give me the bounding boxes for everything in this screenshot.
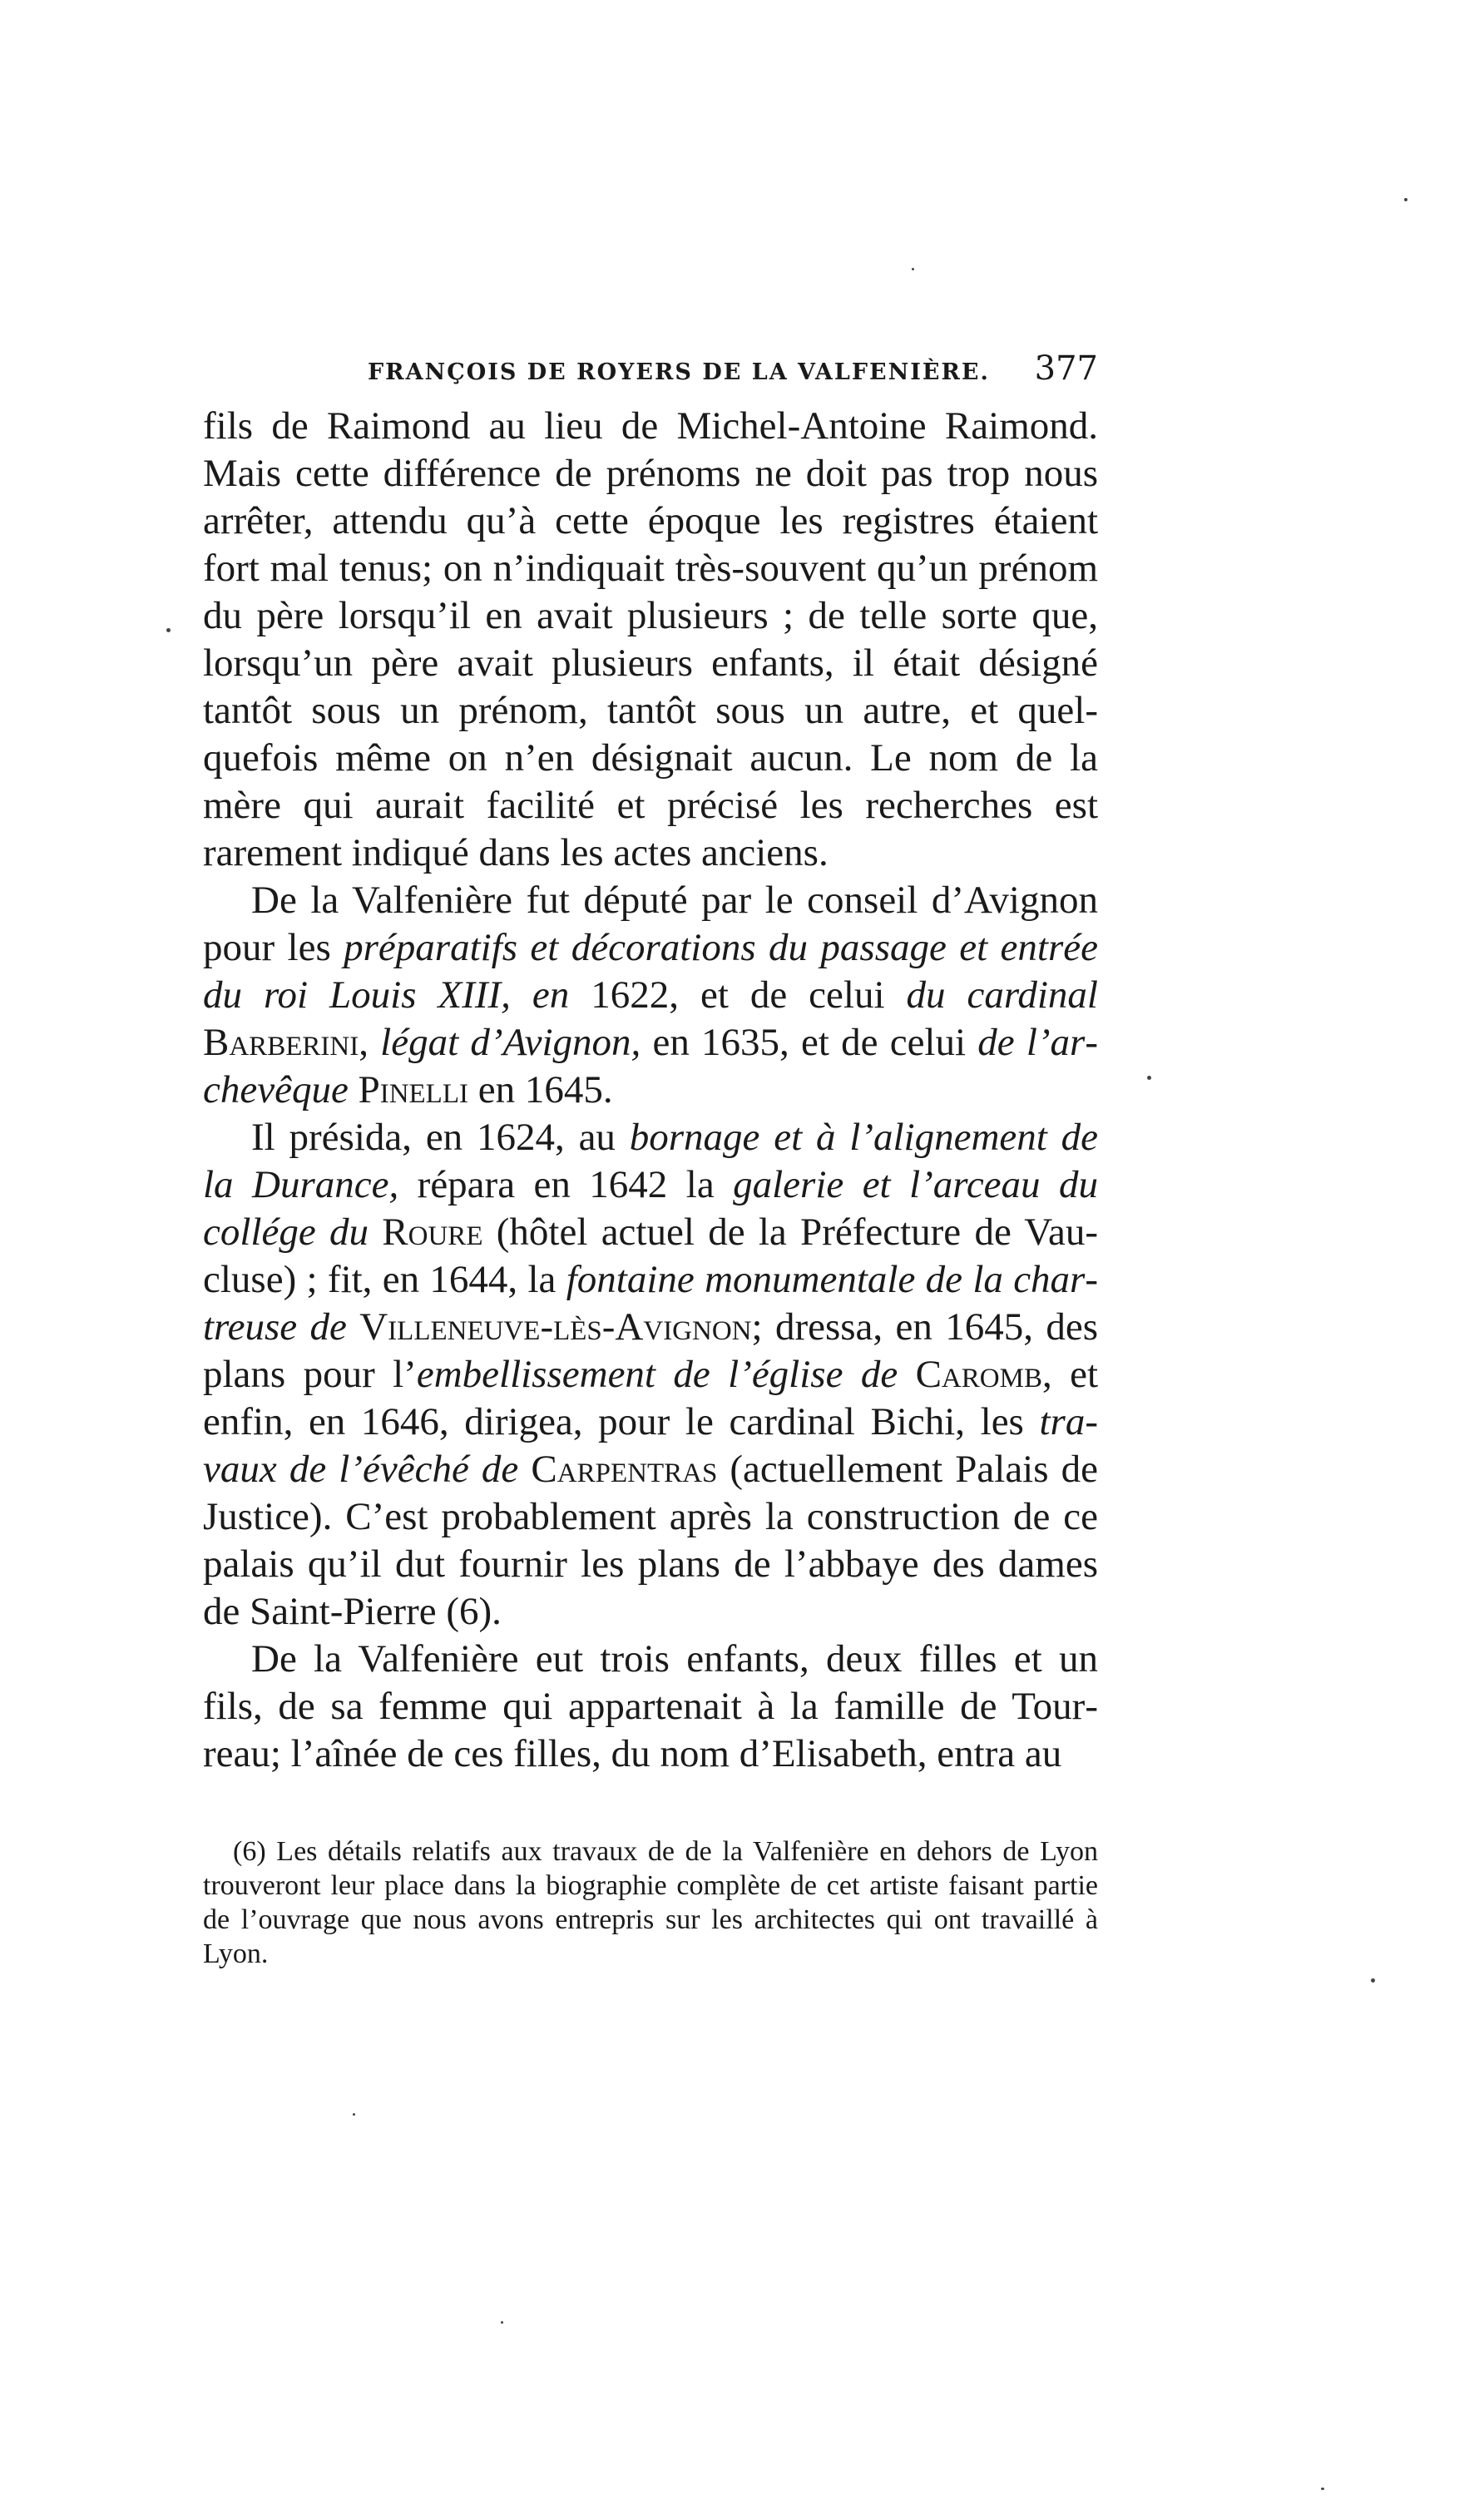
scan-speck bbox=[912, 268, 914, 270]
main-text bbox=[203, 403, 1098, 1778]
text-run: répara en 1642 la bbox=[398, 1163, 734, 1206]
scan-speck bbox=[501, 2321, 503, 2324]
text-run: Il présida, en 1624, au bbox=[251, 1116, 630, 1159]
text-run: , bbox=[359, 1021, 381, 1064]
text-run: De la Valfenière fut député par le conseil d’Avignon pour les bbox=[203, 879, 1098, 969]
italic-text: embellissement de l’église de bbox=[416, 1353, 898, 1396]
body-paragraph bbox=[203, 403, 1098, 877]
italic-text: bornage et à l’alignement de la Durance, bbox=[203, 1116, 1098, 1206]
italic-text: préparatifs et décorations du passage et entrée du roi Louis XIII, en bbox=[203, 926, 1098, 1017]
italic-text: du cardinal bbox=[906, 973, 1098, 1017]
running-title: FRANÇOIS DE ROYERS DE LA VALFENIÈRE. bbox=[368, 359, 990, 385]
text-run: ; dressa, en 1645, des plans pour l’ bbox=[203, 1305, 1099, 1396]
text-run: fils de Raimond au lieu de Michel-Antoine Raimond. Mais cette différence de prénoms ne doit pas trop nous arrêter, attendu qu’à cette époque les registres étaient fort mal tenus; on n’indiquait très-souvent qu’un prénom du père lorsqu’il en avait plusieurs ; de telle sorte que, lorsqu’un père avait plusieurs enfants, il était désigné tantôt sous un prénom, tantôt sous un autre, et quelquefois même on n’en désignait aucun. Le nom de la mère qui aurait facilité et précisé les recherches est rarement indiqué dans les actes anciens. bbox=[203, 404, 1098, 874]
italic-text: de l’archevêque bbox=[203, 1021, 1098, 1111]
italic-text: légat d’Avignon, bbox=[380, 1021, 641, 1064]
running-header bbox=[203, 348, 1098, 398]
scan-speck bbox=[1321, 2488, 1324, 2490]
italic-text: galerie et l’arceau du collége du bbox=[203, 1163, 1098, 1254]
page-number: 377 bbox=[1034, 349, 1098, 388]
text-run: (hôtel actuel de la Préfecture de Vaucluse) ; fit, en 1644, la bbox=[203, 1210, 1099, 1301]
body-paragraph bbox=[203, 877, 1098, 1114]
scan-speck bbox=[1371, 1978, 1375, 1983]
text-run: (actuellement Palais de Justice). C’est probablement après la construction de ce palais qu’il dut fournir les plans de l’abbaye des dames de Saint-Pierre (6). bbox=[203, 1448, 1098, 1633]
small-caps-name: Villeneuve-lès-Avignon bbox=[359, 1305, 752, 1349]
text-run bbox=[349, 1068, 359, 1111]
scan-speck bbox=[353, 2113, 355, 2116]
small-caps-name: Roure bbox=[382, 1210, 483, 1254]
text-run: 1622, et de celui bbox=[569, 973, 907, 1017]
italic-text: fontaine monumentale de la chartreuse de bbox=[203, 1258, 1099, 1349]
scan-speck bbox=[1404, 198, 1407, 201]
small-caps-name: Barberini bbox=[203, 1021, 359, 1064]
text-run bbox=[518, 1448, 531, 1491]
small-caps-name: Carpentras bbox=[531, 1448, 718, 1491]
text-run: De la Valfenière eut trois enfants, deux filles et un fils, de sa femme qui appartenait à la famille de Tourreau; l’aînée de ces filles, du nom d’Elisabeth, entra au bbox=[203, 1637, 1098, 1775]
text-run bbox=[369, 1210, 382, 1254]
body-paragraph bbox=[203, 1114, 1098, 1636]
text-run: en 1635, et de celui bbox=[641, 1021, 978, 1064]
italic-text: travaux de l’évêché de bbox=[203, 1400, 1098, 1491]
small-caps-name: Caromb bbox=[915, 1353, 1042, 1396]
text-run: , et enfin, en 1646, dirigea, pour le cardinal Bichi, les bbox=[203, 1353, 1099, 1443]
footnote: (6) Les détails relatifs aux travaux de de la Valfenière en dehors de Lyon trouveront leur place dans la biographie complète de cet artiste faisant partie de l’ouvrage que nous avons entrepris sur les architectes qui ont travaillé à Lyon. bbox=[203, 1836, 1098, 1969]
scan-speck bbox=[166, 628, 171, 632]
small-caps-name: Pinelli bbox=[358, 1068, 468, 1111]
text-run bbox=[898, 1353, 915, 1396]
scan-speck bbox=[1147, 1076, 1151, 1080]
text-run: en 1645. bbox=[468, 1068, 613, 1111]
text-run bbox=[347, 1305, 359, 1349]
body-paragraph bbox=[203, 1636, 1098, 1778]
